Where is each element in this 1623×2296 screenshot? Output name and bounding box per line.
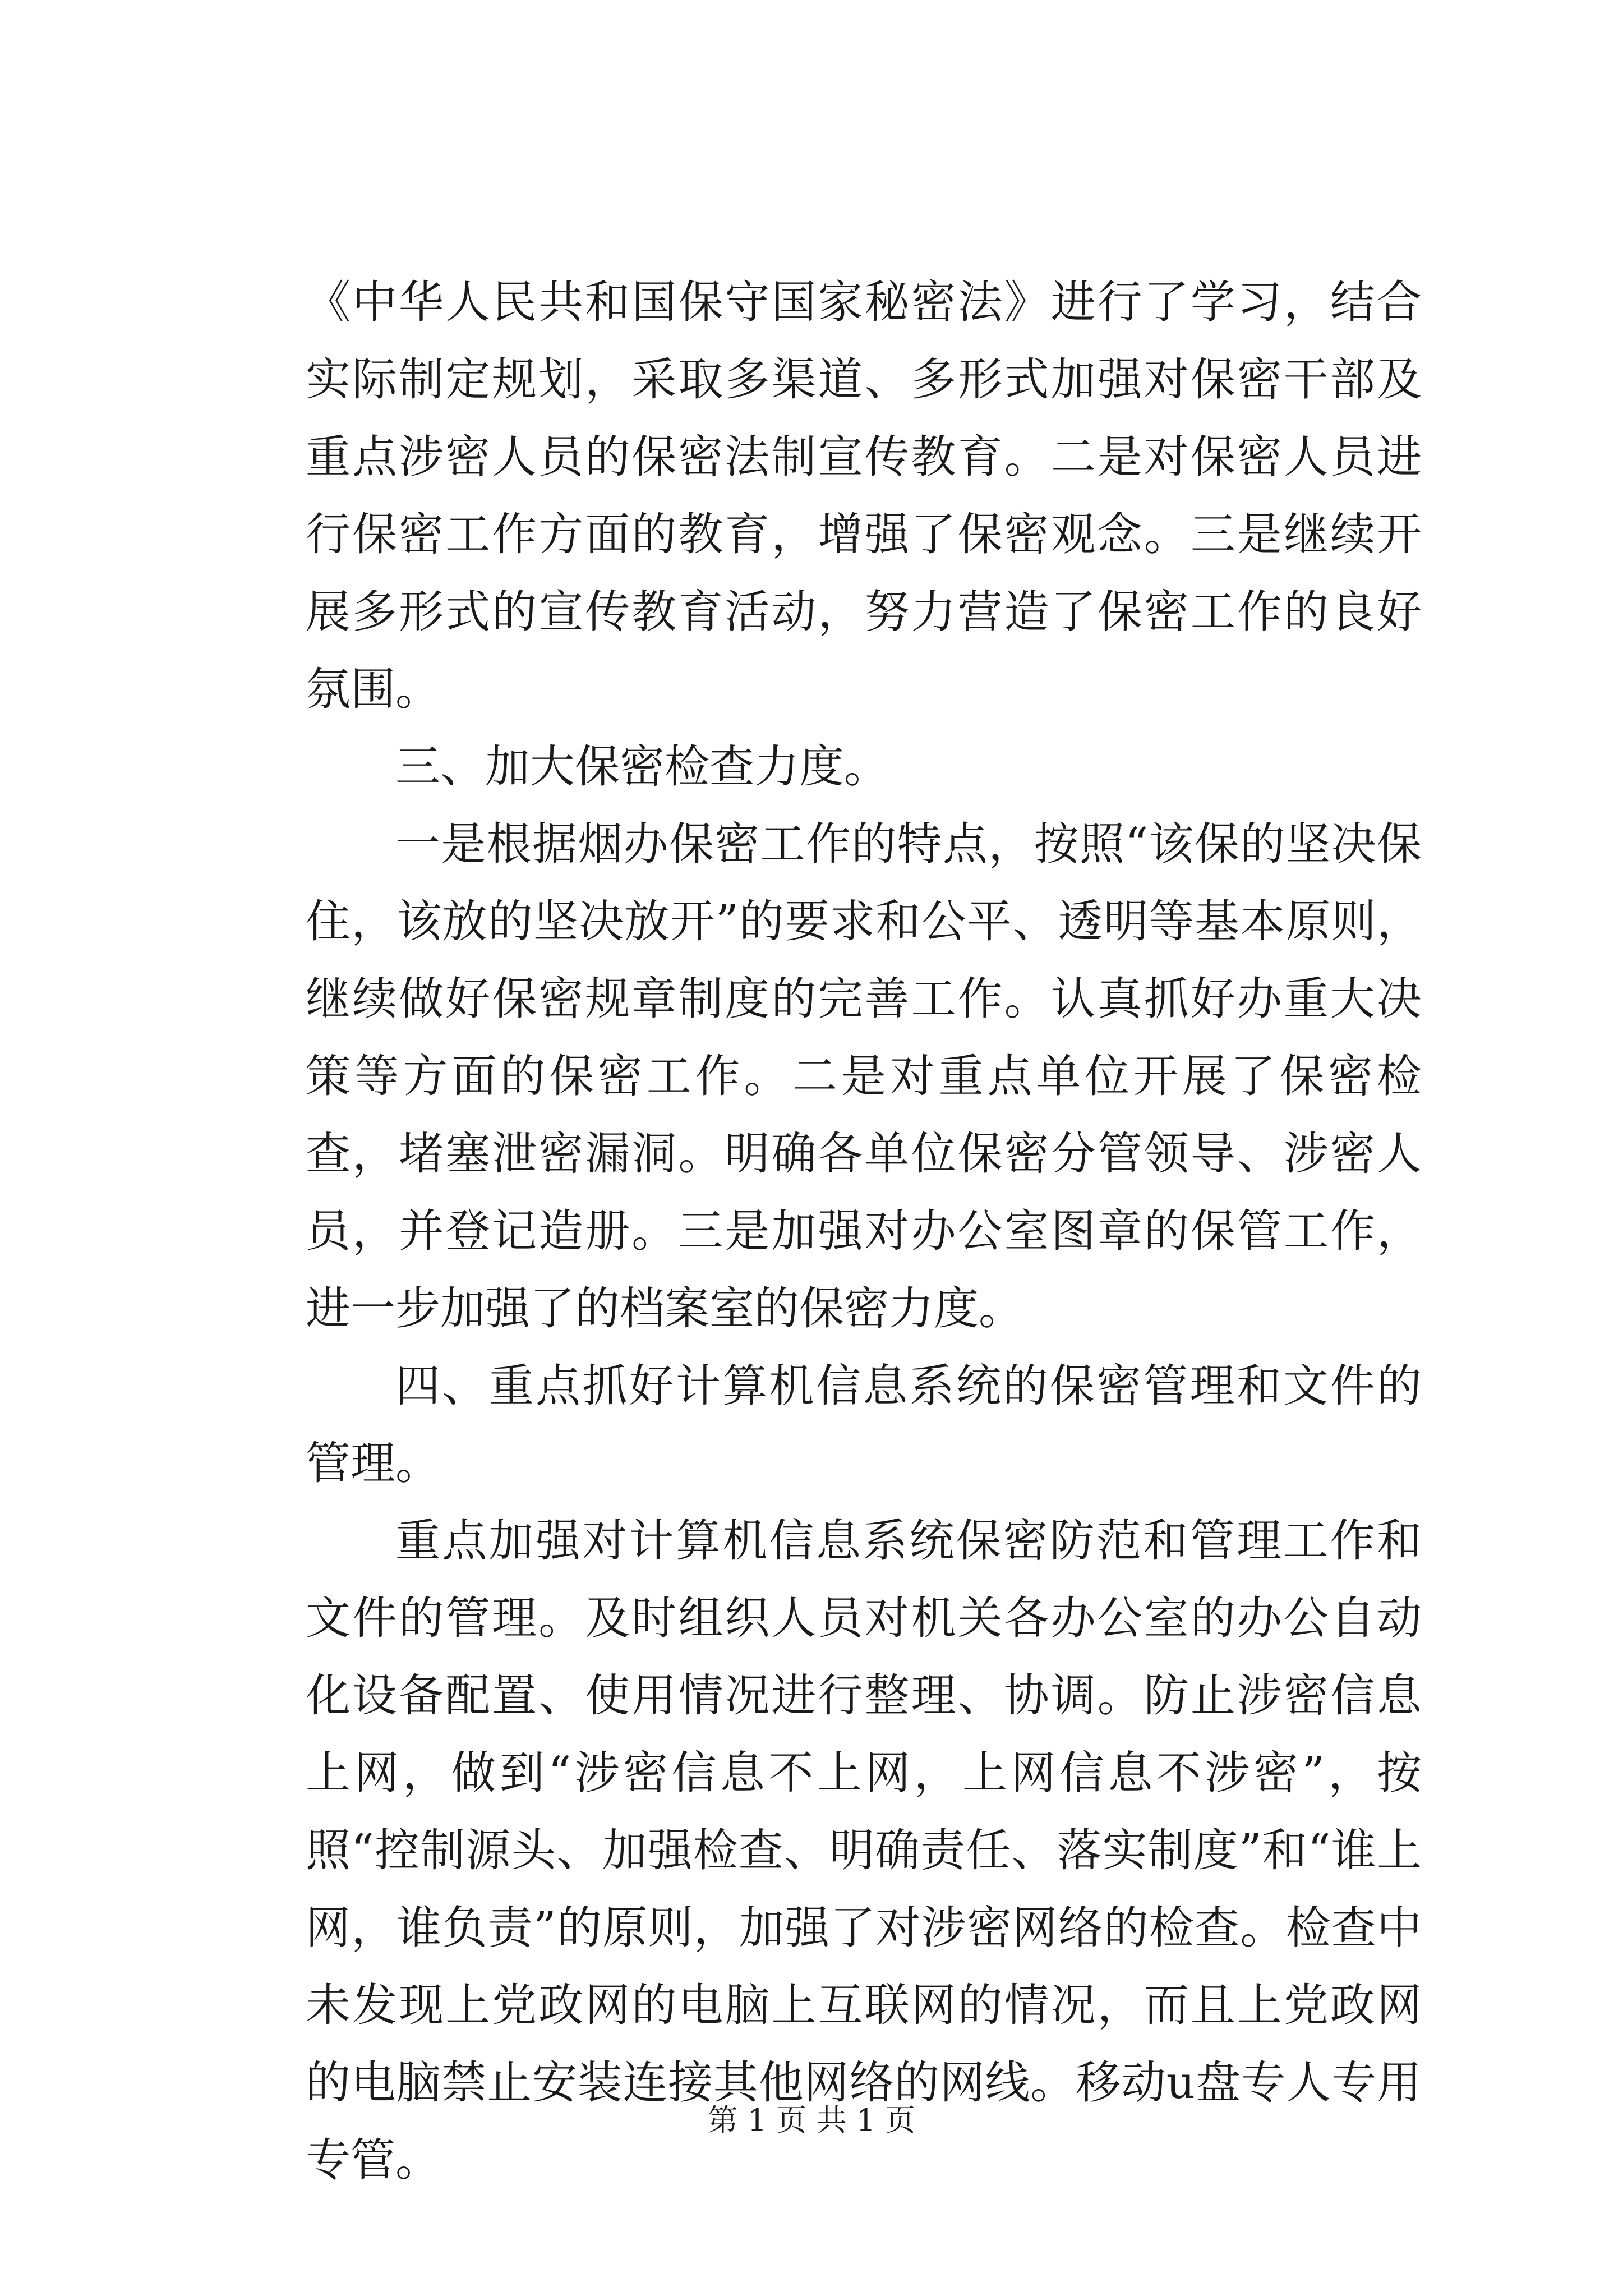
page-number-footer: 第 1 页 共 1 页 xyxy=(707,2102,916,2138)
document-body xyxy=(306,264,1422,2199)
section-heading-4: 四、重点抓好计算机信息系统的保密管理和文件的管理。 xyxy=(306,1360,1422,1489)
section-heading-3: 三、加大保密检查力度。 xyxy=(395,740,889,793)
paragraph-5: 重点加强对计算机信息系统保密防范和管理工作和文件的管理。及时组织人员对机关各办公室的办公自动化设备配置、使用情况进行整理、协调。防止涉密信息上网，做到“涉密信息不上网，上网信息不涉密”，按照“控制源头、加强检查、明确责任、落实制度”和“谁上网，谁负责”的原则，加强了对涉密网络的检查。检查中未发现上党政网的电脑上互联网的情况，而且上党政网的电脑禁止安装连接其他网络的网线。移动u盘专人专用专管。 xyxy=(306,1515,1422,2186)
paragraph-1: 《中华人民共和国保守国家秘密法》进行了学习，结合实际制定规划，采取多渠道、多形式加强对保密干部及重点涉密人员的保密法制宣传教育。二是对保密人员进行保密工作方面的教育，增强了保密观念。三是继续开展多形式的宣传教育活动，努力营造了保密工作的良好氛围。 xyxy=(306,276,1422,715)
paragraph-3: 一是根据烟办保密工作的特点，按照“该保的坚决保住，该放的坚决放开”的要求和公平、透明等基本原则，继续做好保密规章制度的完善工作。认真抓好办重大决策等方面的保密工作。二是对重点单位开展了保密检查，堵塞泄密漏洞。明确各单位保密分管领导、涉密人员，并登记造册。三是加强对办公室图章的保管工作，进一步加强了的档案室的保密力度。 xyxy=(306,818,1422,1335)
